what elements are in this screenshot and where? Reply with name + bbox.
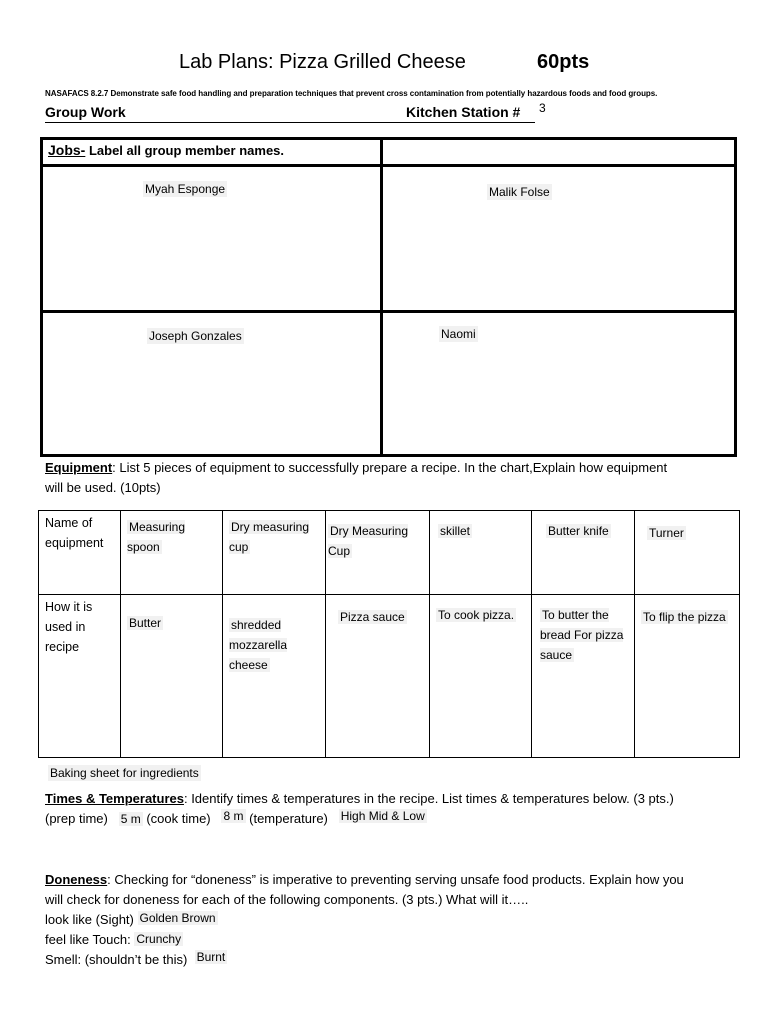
equipment-name-cell	[532, 511, 635, 595]
doneness-instruction-line1: : Checking for “doneness” is imperative to preventing serving unsafe food products. Explain how you	[107, 872, 684, 887]
table-row	[39, 511, 740, 595]
equipment-use: Butter	[129, 616, 162, 630]
equipment-use: To butter the bread For pizza sauce	[540, 608, 624, 662]
touch-value: Crunchy	[136, 932, 182, 946]
group-member-name: Naomi	[441, 327, 476, 341]
equipment-use-cell	[121, 595, 223, 758]
equipment-name: Dry Measuring Cup	[328, 524, 409, 558]
doneness-section	[45, 870, 755, 970]
equipment-use-cell	[430, 595, 532, 758]
prep-time-label: (prep time)	[45, 811, 108, 826]
equipment-name: Dry measuring cup	[229, 520, 310, 554]
jobs-instruction: Label all group member names.	[85, 143, 285, 158]
cook-time-value: 8 m	[223, 809, 244, 823]
sight-label: look like (Sight)	[45, 912, 134, 927]
group-work-label: Group Work	[45, 104, 126, 120]
equipment-name: Butter knife	[548, 524, 609, 538]
kitchen-station-value: 3	[539, 101, 546, 115]
page-title: Lab Plans: Pizza Grilled Cheese	[179, 51, 466, 73]
doneness-instruction-line2: will check for doneness for each of the following components. (3 pts.) What will it…..	[45, 892, 529, 907]
temperature-value: High Mid & Low	[340, 809, 425, 823]
equipment-name-cell	[326, 511, 430, 595]
sight-value: Golden Brown	[139, 911, 216, 925]
equipment-name: Measuring spoon	[127, 520, 186, 554]
equipment-use: To cook pizza.	[438, 608, 515, 622]
equipment-name-cell	[223, 511, 326, 595]
jobs-heading-label: Jobs-	[48, 142, 86, 158]
doneness-heading: Doneness	[45, 872, 108, 887]
standard-text: NASAFACS 8.2.7 Demonstrate safe food handling and preparation techniques that prevent cross contamination from potentially hazardous foods and food groups.	[45, 89, 658, 98]
smell-value: Burnt	[196, 950, 226, 964]
equipment-instruction-line2: will be used. (10pts)	[45, 480, 161, 495]
equipment-name-cell	[430, 511, 532, 595]
touch-label: feel like Touch:	[45, 932, 131, 947]
equipment-use: Pizza sauce	[340, 610, 405, 624]
group-member-name: Myah Esponge	[145, 182, 226, 196]
page-title-row	[0, 48, 768, 76]
equipment-use-cell	[635, 595, 740, 758]
equipment-use: shredded mozzarella cheese	[229, 618, 288, 672]
jobs-heading	[48, 142, 284, 158]
equipment-instructions	[45, 458, 745, 498]
times-instruction: : Identify times & temperatures in the recipe. List times & temperatures below. (3 pts.)	[183, 791, 674, 806]
temperature-label: (temperature)	[249, 811, 328, 826]
cook-time-label: (cook time)	[146, 811, 211, 826]
equipment-heading: Equipment	[45, 460, 113, 475]
equipment-name-cell	[635, 511, 740, 595]
points-total: 60pts	[537, 51, 590, 73]
prep-time-value: 5 m	[120, 812, 141, 826]
group-member-name: Joseph Gonzales	[149, 329, 242, 343]
times-heading: Times & Temperatures	[45, 791, 184, 806]
equipment-name: Turner	[649, 526, 684, 540]
equipment-name: skillet	[440, 524, 471, 538]
equipment-use-cell	[223, 595, 326, 758]
row-header-use: How it is used in recipe	[39, 595, 121, 758]
equipment-instruction-line1: : List 5 pieces of equipment to successfully prepare a recipe. In the chart,Explain how equipment	[112, 460, 668, 475]
equipment-use: To flip the pizza	[643, 610, 726, 624]
smell-label: Smell: (shouldn’t be this)	[45, 952, 188, 967]
group-member-name: Malik Folse	[489, 185, 550, 199]
jobs-grid-divider	[43, 310, 734, 313]
jobs-grid-divider	[380, 140, 383, 454]
equipment-table	[38, 510, 740, 758]
equipment-extra-note: Baking sheet for ingredients	[50, 766, 199, 780]
table-row	[39, 595, 740, 758]
row-header-name: Name of equipment	[39, 511, 121, 595]
equipment-name-cell	[121, 511, 223, 595]
kitchen-station-label: Kitchen Station #	[406, 104, 521, 120]
equipment-use-cell	[326, 595, 430, 758]
times-section	[45, 789, 755, 829]
equipment-use-cell	[532, 595, 635, 758]
jobs-grid-divider	[43, 164, 734, 167]
